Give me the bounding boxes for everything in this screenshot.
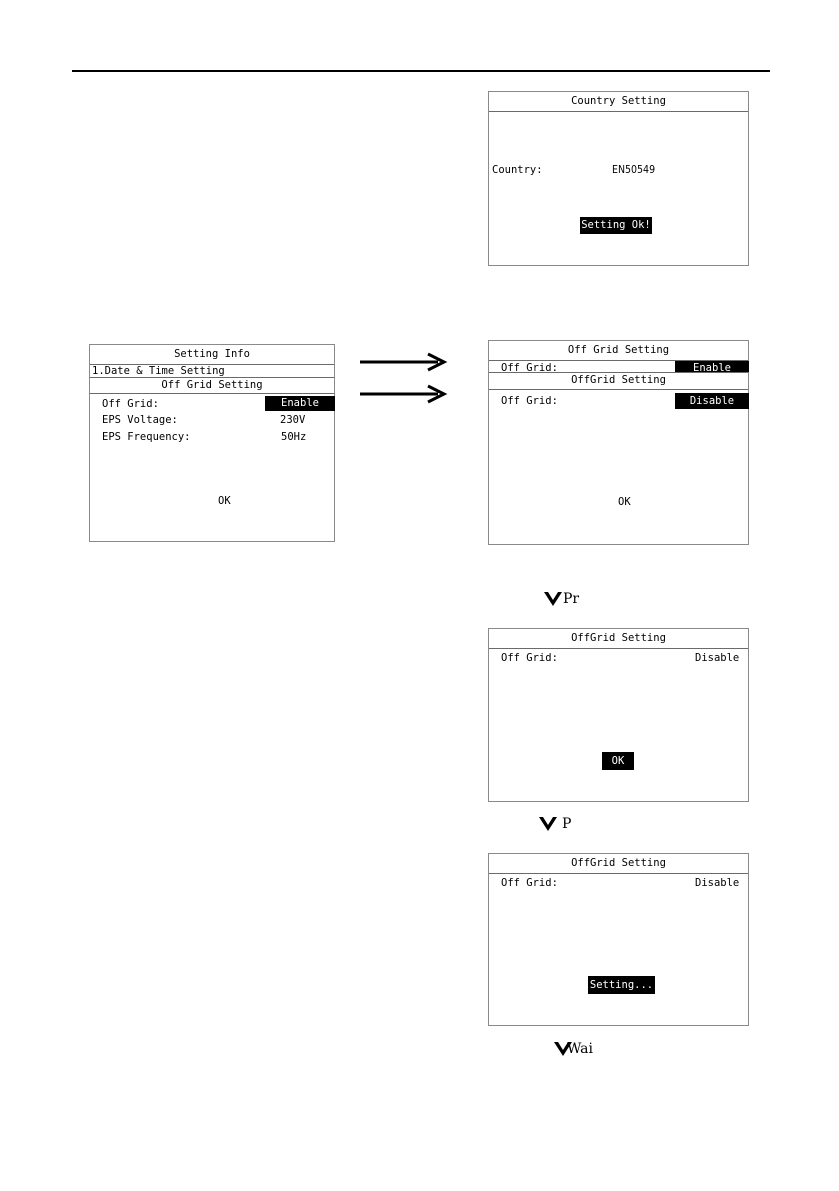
step-text: P [562,816,572,832]
page-header-rule [72,70,770,72]
off-grid-label: Off Grid: [501,652,558,664]
step-text: Pr [563,591,580,607]
off-grid-value[interactable]: Enable [265,396,335,411]
panel-title: Off Grid Setting [489,341,748,361]
off-grid-label: Off Grid: [102,398,159,410]
confirm-panel [488,628,749,802]
off-grid-value: Disable [695,652,740,664]
eps-voltage-value[interactable]: 230V [280,414,306,426]
step-arrow [553,1040,593,1058]
panel-title: Setting Info [90,345,334,365]
step-arrow [538,815,571,833]
sub-title: Off Grid Setting [161,379,263,391]
ok-button[interactable]: OK [602,752,634,770]
off-grid-subpanel-divider [90,377,334,378]
setting-info-panel [89,344,335,542]
eps-frequency-label: EPS Frequency: [102,431,191,443]
sub-title-divider [90,393,334,394]
step-arrow [543,590,579,608]
off-grid-label: Off Grid: [501,877,558,889]
off-grid-label: Off Grid: [501,395,558,407]
front-panel-title: OffGrid Setting [571,374,666,386]
status-badge: Setting... [588,976,655,994]
eps-frequency-value[interactable]: 50Hz [281,431,307,443]
ok-button[interactable]: OK [618,496,631,508]
country-value: EN50549 [612,164,656,176]
country-setting-panel [488,91,749,266]
front-panel-top-border [489,372,748,373]
front-title-divider [489,389,748,390]
back-off-grid-value[interactable]: Enable [675,361,749,372]
setting-progress-panel [488,853,749,1026]
off-grid-value: Disable [695,877,740,889]
back-off-grid-label: Off Grid: [501,362,558,372]
menu-item-date-time[interactable]: 1.Date & Time Setting [92,365,225,377]
panel-title: OffGrid Setting [489,629,748,649]
eps-voltage-label: EPS Voltage: [102,414,178,426]
country-label: Country: [492,164,543,176]
arrow-right-icon [358,384,450,404]
chevron-down-icon [543,590,563,608]
chevron-down-icon [538,815,558,833]
arrow-right-icon [358,352,450,372]
panel-title: Country Setting [489,92,748,112]
off-grid-stack-panel [488,340,749,545]
ok-button[interactable]: OK [218,495,231,507]
status-badge: Setting Ok! [580,217,652,234]
off-grid-value[interactable]: Disable [675,393,749,409]
panel-title: OffGrid Setting [489,854,748,874]
step-text: Wai [567,1041,593,1057]
